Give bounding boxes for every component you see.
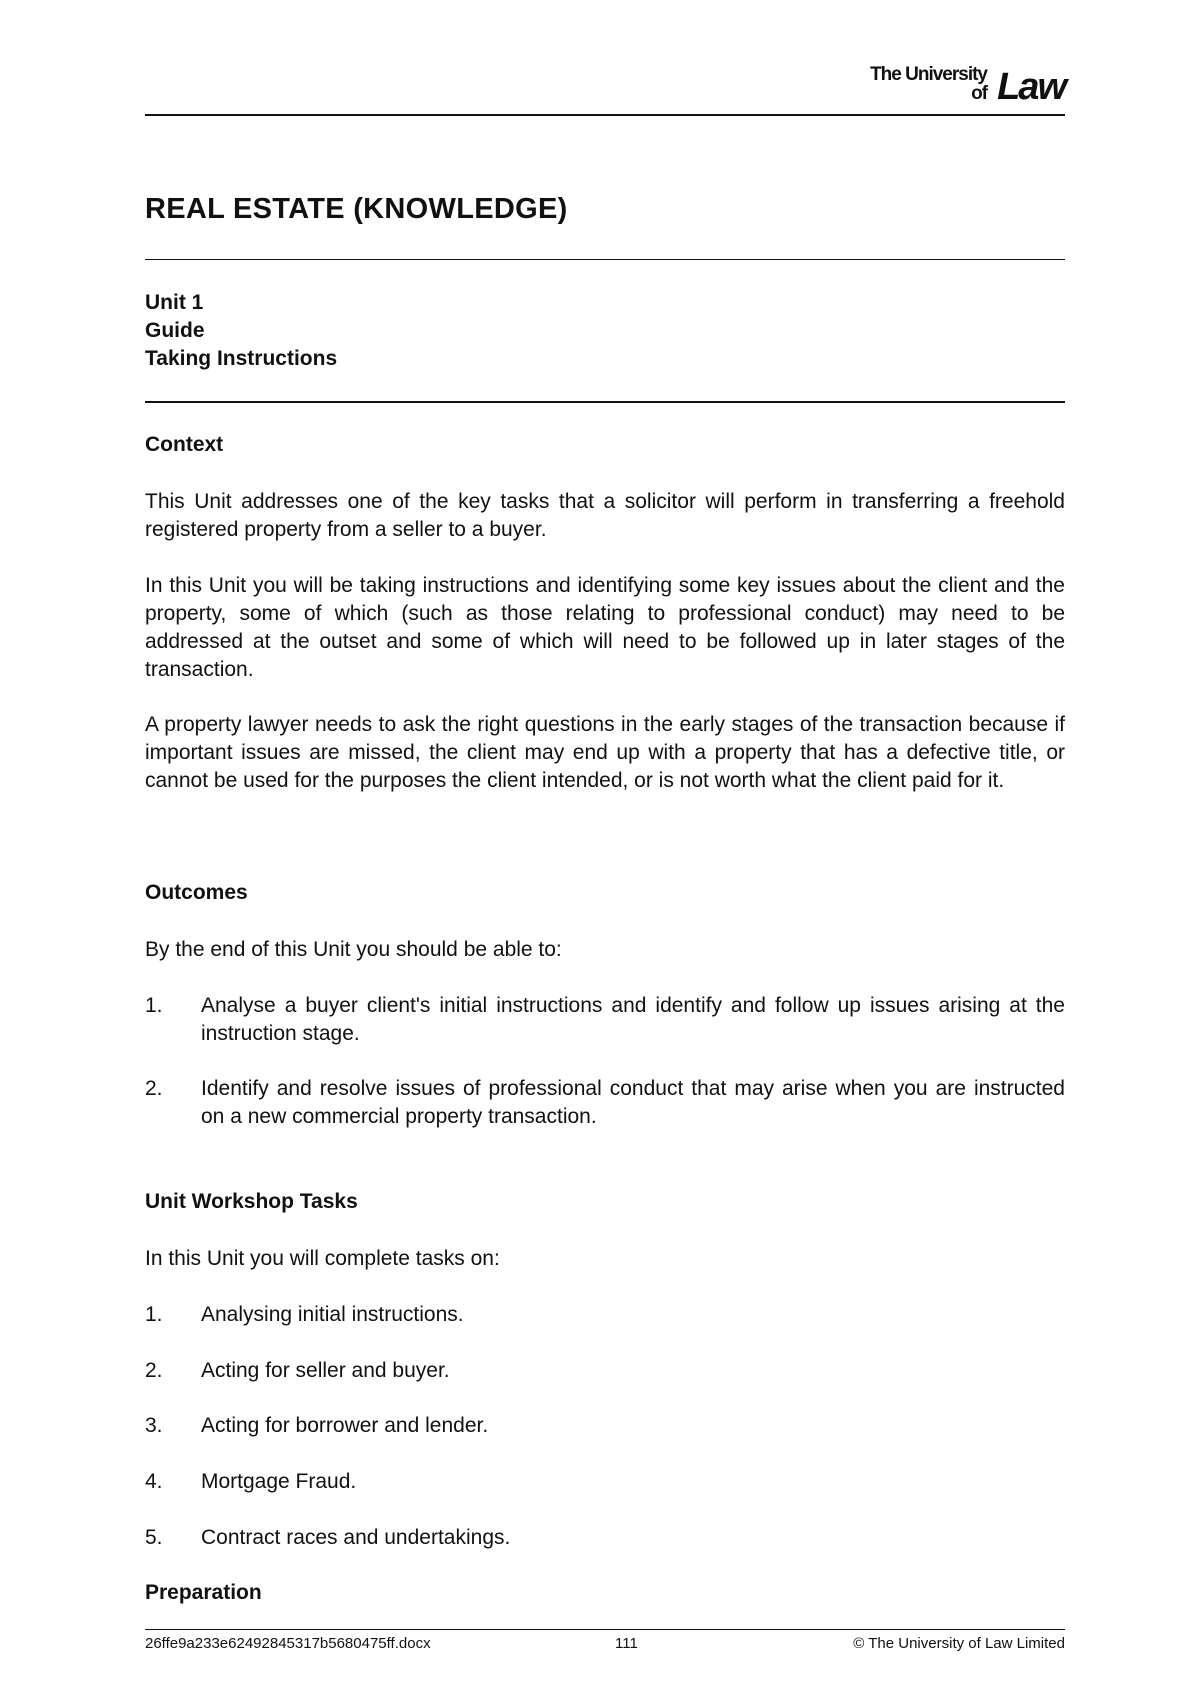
university-logo <box>845 64 1065 110</box>
workshop-text: Acting for borrower and lender. <box>201 1414 489 1437</box>
workshop-item <box>145 1357 1065 1385</box>
workshop-item <box>145 1524 1065 1552</box>
outcomes-heading: Outcomes <box>145 881 248 904</box>
workshop-number: 1. <box>145 1303 163 1326</box>
footer-filename: 26ffe9a233e62492845317b5680475ff.docx <box>145 1635 431 1652</box>
workshop-number: 4. <box>145 1470 163 1493</box>
logo-text-law: Law <box>997 66 1065 108</box>
workshop-intro: In this Unit you will complete tasks on: <box>145 1247 500 1270</box>
outcome-number: 1. <box>145 994 163 1017</box>
workshop-text: Acting for seller and buyer. <box>201 1359 450 1382</box>
context-paragraph-2: In this Unit you will be taking instructions and identifying some key issues about the client and the property, some of which (such as those relating to professional conduct) may need to be addressed at the outset and some of which will need to be followed up in later stages of the transaction. <box>145 574 1065 681</box>
context-heading: Context <box>145 433 224 456</box>
header-rule <box>145 114 1065 116</box>
workshop-text: Mortgage Fraud. <box>201 1470 357 1493</box>
outcome-number: 2. <box>145 1077 163 1100</box>
workshop-text: Analysing initial instructions. <box>201 1303 464 1326</box>
document-title: REAL ESTATE (KNOWLEDGE) <box>145 193 568 225</box>
title-rule <box>145 259 1065 260</box>
logo-text-of: of <box>971 83 987 104</box>
workshop-number: 3. <box>145 1414 163 1437</box>
footer-page-number: 111 <box>615 1635 638 1652</box>
preparation-heading: Preparation <box>145 1581 262 1604</box>
workshop-item <box>145 1301 1065 1329</box>
unit-number: Unit 1 <box>145 291 204 314</box>
outcome-item <box>145 1075 1065 1131</box>
outcome-item <box>145 992 1065 1048</box>
document-page <box>145 0 1065 1698</box>
outcomes-intro: By the end of this Unit you should be able to: <box>145 938 562 961</box>
context-paragraph-1: This Unit addresses one of the key tasks that a solicitor will perform in transferring a freehold registered property from a seller to a buyer. <box>145 490 1065 541</box>
workshop-item <box>145 1412 1065 1440</box>
footer-rule <box>145 1629 1065 1630</box>
outcome-text: Analyse a buyer client's initial instructions and identify and follow up issues arising at the instruction stage. <box>201 994 1065 1045</box>
footer-copyright: © The University of Law Limited <box>853 1635 1065 1652</box>
workshop-text: Contract races and undertakings. <box>201 1526 511 1549</box>
outcome-text: Identify and resolve issues of professional conduct that may arise when you are instructed on a new commercial property transaction. <box>201 1077 1065 1128</box>
unit-rule <box>145 401 1065 403</box>
workshop-item <box>145 1468 1065 1496</box>
logo-text-university: The University <box>870 64 987 85</box>
unit-name: Taking Instructions <box>145 347 338 370</box>
unit-info <box>145 289 337 373</box>
context-paragraph-3: A property lawyer needs to ask the right questions in the early stages of the transaction because if important issues are missed, the client may end up with a property that has a defective title, or cannot be used for the purposes the client intended, or is not worth what the client paid for it. <box>145 713 1065 792</box>
workshop-heading: Unit Workshop Tasks <box>145 1190 358 1213</box>
workshop-number: 5. <box>145 1526 163 1549</box>
unit-type: Guide <box>145 319 205 342</box>
workshop-number: 2. <box>145 1359 163 1382</box>
